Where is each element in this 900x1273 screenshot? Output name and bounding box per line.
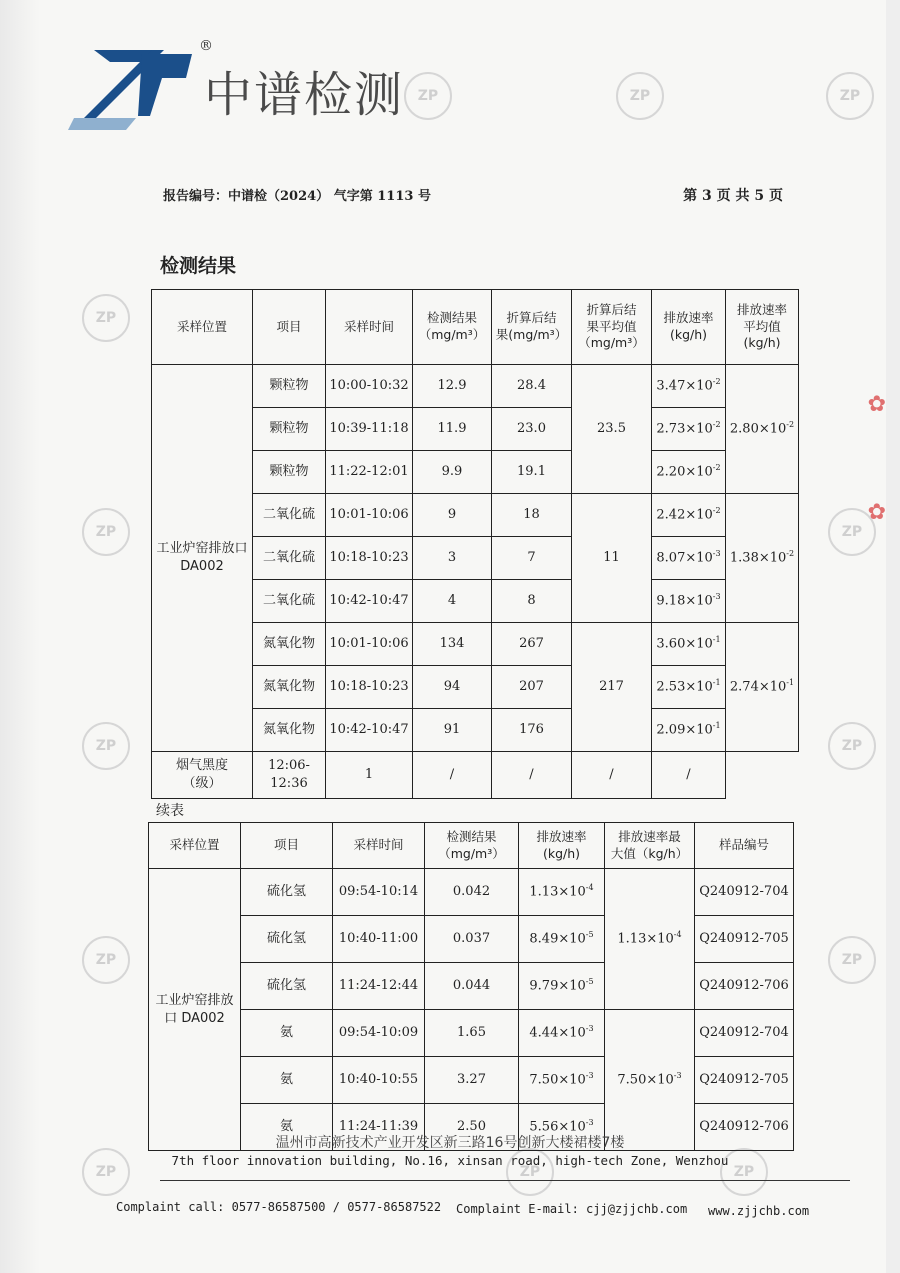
result-cell: 1 xyxy=(326,752,413,799)
rate-cell xyxy=(519,1010,605,1057)
header-label: 排放速率 xyxy=(736,301,787,317)
time-cell: 10:40-11:00 xyxy=(333,916,425,963)
rate-exponent: -2 xyxy=(712,506,721,516)
header-label: 检测结果 xyxy=(426,310,477,326)
rate-exponent: -1 xyxy=(712,635,721,645)
rate-cell xyxy=(652,451,726,494)
rate-value: 3.60×10 xyxy=(656,636,713,652)
rate-exponent: -2 xyxy=(712,420,721,430)
result-cell: 1.65 xyxy=(425,1010,519,1057)
time-cell: 10:18-10:23 xyxy=(326,666,413,709)
converted-cell: 8 xyxy=(492,580,572,623)
header-unit: 果(mg/m³） xyxy=(495,327,568,342)
rate-avg-cell xyxy=(726,365,799,494)
rate-value: 7.50×10 xyxy=(529,1072,586,1088)
complaint-phone: Complaint call: 0577-86587500 / 0577-86587522 xyxy=(116,1200,442,1214)
converted-avg-cell: / xyxy=(492,752,572,799)
rate-exponent: -3 xyxy=(585,1071,594,1081)
converted-cell: 23.0 xyxy=(492,408,572,451)
rate-cell xyxy=(519,1057,605,1104)
report-number: 报告编号：中谱检（2024） 气字第 1113 号 xyxy=(163,189,431,204)
rate-value: 4.44×10 xyxy=(529,1025,586,1041)
rate-cell: / xyxy=(572,752,652,799)
rate-avg-value: 1.38×10 xyxy=(729,550,787,566)
time-cell: 11:22-12:01 xyxy=(326,451,413,494)
header-label: 排放速率 xyxy=(536,828,587,844)
item-cell: 颗粒物 xyxy=(253,408,326,451)
rate-avg-exponent: -1 xyxy=(786,678,795,688)
time-cell: 10:42-10:47 xyxy=(326,580,413,623)
result-cell: 0.042 xyxy=(425,869,519,916)
table-row xyxy=(152,365,799,408)
location-cell: 工业炉窑排放口 DA002 xyxy=(152,365,253,752)
converted-cell: 267 xyxy=(492,623,572,666)
col-header-item: 项目 xyxy=(241,823,333,869)
rate-cell xyxy=(652,408,726,451)
result-cell: 12.9 xyxy=(413,365,492,408)
rate-value: 8.49×10 xyxy=(529,931,586,947)
watermark-icon: ZP xyxy=(828,508,876,556)
watermark-icon: ZP xyxy=(828,936,876,984)
watermark-icon: ZP xyxy=(404,72,452,120)
col-header-location: 采样位置 xyxy=(149,823,241,869)
item-cell: 二氧化硫 xyxy=(253,537,326,580)
watermark-icon: ZP xyxy=(82,722,130,770)
page-info: 第 3 页 共 5 页 xyxy=(683,188,783,204)
rate-avg-value: 2.80×10 xyxy=(729,421,787,437)
rate-value: 3.47×10 xyxy=(656,378,713,394)
watermark-icon: ZP xyxy=(828,722,876,770)
watermark-icon: ZP xyxy=(82,294,130,342)
table-row xyxy=(149,916,794,963)
table-row xyxy=(149,1057,794,1104)
item-cell: 硫化氢 xyxy=(241,963,333,1010)
table-header-row xyxy=(152,290,799,365)
rate-avg-exponent: -2 xyxy=(786,420,795,430)
time-cell: 11:24-12:44 xyxy=(333,963,425,1010)
rate-value: 2.42×10 xyxy=(656,507,713,523)
sample-no-cell: Q240912-706 xyxy=(695,1104,794,1151)
item-cell: 氨 xyxy=(241,1010,333,1057)
item-label: 烟气黑度 xyxy=(175,758,228,774)
header-unit: (kg/h) xyxy=(743,335,781,351)
col-header-time: 采样时间 xyxy=(333,823,425,869)
rate-value: 2.20×10 xyxy=(656,464,713,480)
seal-fragment: ✿ xyxy=(867,500,886,525)
section-title: 检测结果 xyxy=(160,255,237,277)
rate-cell xyxy=(519,963,605,1010)
rate-cell xyxy=(652,494,726,537)
result-cell: 91 xyxy=(413,709,492,752)
table-row xyxy=(152,752,799,799)
rate-exponent: -1 xyxy=(712,678,721,688)
col-header-result xyxy=(413,290,492,365)
col-header-converted xyxy=(492,290,572,365)
scan-right-edge xyxy=(886,0,900,1273)
rate-exponent: -3 xyxy=(585,1118,594,1128)
results-table xyxy=(151,289,799,799)
converted-cell: / xyxy=(413,752,492,799)
time-cell: 09:54-10:09 xyxy=(333,1010,425,1057)
scan-left-edge xyxy=(0,0,40,1273)
converted-cell: 19.1 xyxy=(492,451,572,494)
rate-exponent: -4 xyxy=(585,883,594,893)
converted-cell: 7 xyxy=(492,537,572,580)
rate-cell xyxy=(519,916,605,963)
rate-value: 2.09×10 xyxy=(656,722,713,738)
rate-avg-cell: / xyxy=(652,752,726,799)
header-label: 检测结果 xyxy=(446,828,497,844)
converted-cell: 207 xyxy=(492,666,572,709)
watermark-icon: ZP xyxy=(82,508,130,556)
header-label: 果平均值 xyxy=(586,318,637,334)
rate-exponent: -5 xyxy=(585,930,594,940)
col-header-time: 采样时间 xyxy=(326,290,413,365)
website-link[interactable]: www.zjjchb.com xyxy=(708,1204,810,1218)
table-row xyxy=(149,963,794,1010)
sample-no-cell: Q240912-705 xyxy=(695,1057,794,1104)
rate-exponent: -2 xyxy=(712,463,721,473)
header-unit: (kg/h) xyxy=(542,845,581,861)
rate-cell xyxy=(652,580,726,623)
continuation-label: 续表 xyxy=(156,803,184,819)
continuation-table xyxy=(148,822,794,1151)
rate-cell xyxy=(652,623,726,666)
zp-logo-icon xyxy=(66,44,196,130)
rate-avg-cell xyxy=(726,494,799,623)
time-cell: 12:06-12:36 xyxy=(253,752,326,799)
item-cell: 硫化氢 xyxy=(241,916,333,963)
col-header-sample-no: 样品编号 xyxy=(695,823,794,869)
col-header-result xyxy=(425,823,519,869)
converted-cell: 176 xyxy=(492,709,572,752)
result-cell: 3 xyxy=(413,537,492,580)
watermark-icon: ZP xyxy=(826,72,874,120)
table-row xyxy=(149,869,794,916)
time-cell: 10:42-10:47 xyxy=(326,709,413,752)
converted-avg-cell: 11 xyxy=(572,494,652,623)
time-cell: 10:00-10:32 xyxy=(326,365,413,408)
result-cell: 3.27 xyxy=(425,1057,519,1104)
rate-exponent: -2 xyxy=(712,377,721,387)
header-label: 排放速率 xyxy=(663,310,714,326)
result-cell: 94 xyxy=(413,666,492,709)
result-cell: 11.9 xyxy=(413,408,492,451)
rate-value: 9.79×10 xyxy=(529,978,586,994)
rate-cell xyxy=(652,709,726,752)
watermark-icon: ZP xyxy=(720,1148,768,1196)
item-cell: 氨 xyxy=(241,1104,333,1151)
rate-max-cell xyxy=(605,869,695,1010)
header-label: 大值（kg/h） xyxy=(610,845,689,861)
rate-max-exponent: -4 xyxy=(673,930,682,940)
col-header-rate-max xyxy=(605,823,695,869)
complaint-email: Complaint E-mail: cjj@zjjchb.com xyxy=(456,1202,688,1216)
watermark-icon: ZP xyxy=(506,1148,554,1196)
header-label: 排放速率最 xyxy=(618,828,681,844)
rate-avg-value: 2.74×10 xyxy=(729,679,787,695)
sample-no-cell: Q240912-706 xyxy=(695,963,794,1010)
col-header-rate-avg xyxy=(726,290,799,365)
rate-exponent: -3 xyxy=(585,1024,594,1034)
rate-exponent: -1 xyxy=(712,721,721,731)
col-header-rate xyxy=(652,290,726,365)
table-header-row xyxy=(149,823,794,869)
watermark-icon: ZP xyxy=(616,72,664,120)
item-cell: 氮氧化物 xyxy=(253,623,326,666)
item-unit: （级） xyxy=(182,776,222,791)
item-cell: 硫化氢 xyxy=(241,869,333,916)
col-header-rate xyxy=(519,823,605,869)
footer-divider xyxy=(160,1180,850,1181)
item-cell: 颗粒物 xyxy=(253,365,326,408)
time-cell: 10:39-11:18 xyxy=(326,408,413,451)
header-label: 平均值 xyxy=(743,318,781,334)
seal-fragment: ✿ xyxy=(867,392,886,417)
result-cell: 2.50 xyxy=(425,1104,519,1151)
rate-value: 2.73×10 xyxy=(656,421,713,437)
result-cell: 9.9 xyxy=(413,451,492,494)
header-label: 折算后结 xyxy=(586,301,637,317)
result-cell: 9 xyxy=(413,494,492,537)
item-cell: 氮氧化物 xyxy=(253,709,326,752)
header-unit: (kg/h) xyxy=(669,327,708,342)
sample-no-cell: Q240912-705 xyxy=(695,916,794,963)
rate-cell xyxy=(652,365,726,408)
rate-max-value: 1.13×10 xyxy=(617,931,674,947)
rate-max-value: 7.50×10 xyxy=(617,1072,674,1088)
watermark-icon: ZP xyxy=(82,936,130,984)
converted-cell: 28.4 xyxy=(492,365,572,408)
sample-no-cell: Q240912-704 xyxy=(695,869,794,916)
company-name: 中谱检测 xyxy=(204,67,405,123)
time-cell: 10:40-10:55 xyxy=(333,1057,425,1104)
converted-avg-cell: 23.5 xyxy=(572,365,652,494)
rate-cell xyxy=(519,869,605,916)
rate-value: 9.18×10 xyxy=(656,593,713,609)
registered-mark: ® xyxy=(199,38,213,54)
col-header-location: 采样位置 xyxy=(152,290,253,365)
rate-value: 8.07×10 xyxy=(656,550,713,566)
rate-avg-exponent: -2 xyxy=(786,549,795,559)
col-header-converted-avg xyxy=(572,290,652,365)
item-cell: 二氧化硫 xyxy=(253,580,326,623)
item-cell: 氨 xyxy=(241,1057,333,1104)
result-cell: 0.037 xyxy=(425,916,519,963)
result-cell: 134 xyxy=(413,623,492,666)
item-cell: 颗粒物 xyxy=(253,451,326,494)
watermark-icon: ZP xyxy=(82,1148,130,1196)
rate-cell xyxy=(652,666,726,709)
header-unit: （mg/m³） xyxy=(578,335,645,351)
rate-exponent: -3 xyxy=(712,592,721,602)
time-cell: 10:01-10:06 xyxy=(326,623,413,666)
converted-avg-cell: 217 xyxy=(572,623,652,752)
rate-max-exponent: -3 xyxy=(673,1071,682,1081)
header-unit: （mg/m³） xyxy=(418,327,486,342)
rate-value: 5.56×10 xyxy=(529,1119,586,1135)
time-cell: 10:18-10:23 xyxy=(326,537,413,580)
rate-exponent: -5 xyxy=(585,977,594,987)
result-cell: 4 xyxy=(413,580,492,623)
address-chinese: 温州市高新技术产业开发区新三路16号创新大楼裙楼7楼 xyxy=(275,1135,625,1151)
time-cell: 11:24-11:39 xyxy=(333,1104,425,1151)
rate-value: 1.13×10 xyxy=(529,884,586,900)
address-english: 7th floor innovation building, No.16, xinsan road, high-tech Zone, Wenzhou xyxy=(171,1153,729,1168)
converted-cell: 18 xyxy=(492,494,572,537)
col-header-item: 项目 xyxy=(253,290,326,365)
rate-value: 2.53×10 xyxy=(656,679,713,695)
table-row xyxy=(149,1010,794,1057)
header-label: 折算后结 xyxy=(506,310,557,326)
result-cell: 0.044 xyxy=(425,963,519,1010)
time-cell: 10:01-10:06 xyxy=(326,494,413,537)
time-cell: 09:54-10:14 xyxy=(333,869,425,916)
item-cell xyxy=(152,752,253,799)
sample-no-cell: Q240912-704 xyxy=(695,1010,794,1057)
rate-cell xyxy=(652,537,726,580)
rate-exponent: -3 xyxy=(712,549,721,559)
item-cell: 氮氧化物 xyxy=(253,666,326,709)
rate-avg-cell xyxy=(726,623,799,752)
item-cell: 二氧化硫 xyxy=(253,494,326,537)
location-cell: 工业炉窑排放口 DA002 xyxy=(149,869,241,1151)
rate-max-cell xyxy=(605,1010,695,1151)
header-unit: （mg/m³） xyxy=(438,845,505,861)
